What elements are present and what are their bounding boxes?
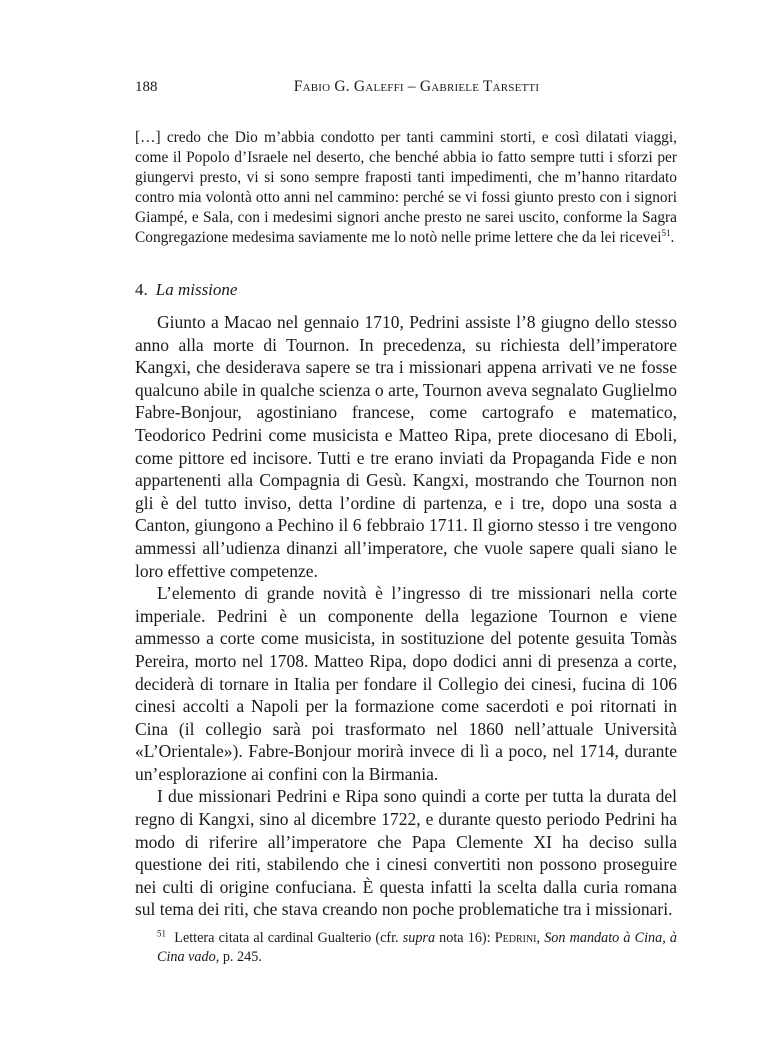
- section-number: 4.: [135, 280, 148, 299]
- footnote-number: 51: [157, 928, 166, 939]
- quote-text: […] credo che Dio m’abbia condotto per tanti cammini storti, e così dilatati viaggi, come il Popolo d’Israele nel deserto, che benché abbia io fatto sempre tutti i sforzi per giungervi presto, vi si sono sempre fraposti tanti impedimenti, che m’hanno ritardato contro mia volontà otto anni nel cammino: perché se vi fossi giunto presto con i signori Giampé, e Sala, con i medesimi signori anche presto ne sarei uscito, conforme la Sagra Congregazione medesima saviamente me lo notò nelle prime lettere che da lei ricevei: [135, 129, 677, 246]
- section-title: La missione: [155, 280, 238, 299]
- footnote-work-title: Son mandato à Cina, à Cina vado: [157, 930, 678, 965]
- running-head: Fabio G. Galeffi – Gabriele Tarsetti: [293, 78, 540, 95]
- quote-end: .: [670, 229, 675, 246]
- paragraph: L’elemento di grande novità è l’ingresso di tre missionari nella corte imperiale. Pedrini è un componente della legazione Tournon e viene ammesso a corte come musicista, in sostituzione del potente gesuita Tomàs Pereira, morto nel 1708. Matteo Ripa, dopo dodici anni di presenza a corte, deciderà di tornare in Italia per fondare il Collegio dei cinesi, fucina di 106 cinesi accolti a Napoli per la formazione come sacerdoti e poi ritornati in Cina (il collegio sarà poi trasformato nel 1860 nell’attuale Università «L’Orientale»). Fabre-Bonjour morirà invece di lì a poco, nel 1714, durante un’esplorazione ai confini con la Birmania.: [135, 583, 677, 784]
- block-quote: [135, 128, 677, 248]
- footnote: [135, 929, 677, 967]
- footnote-ref[interactable]: 51: [661, 227, 671, 238]
- paragraph: I due missionari Pedrini e Ripa sono quindi a corte per tutta la durata del regno di Kangxi, sino al dicembre 1722, e durante questo periodo Pedrini ha modo di riferire all’imperatore che Papa Clemente XI ha deciso sulla questione dei riti, stabilendo che i cinesi convertiti non possono proseguire nei culti di origine confuciana. È questa infatti la scelta dalla curia romana sul tema dei riti, che stava creando non poche problematiche tra i missionari.: [135, 786, 677, 920]
- footnote-supra: supra: [402, 930, 436, 946]
- page-number: 188: [135, 79, 158, 95]
- section-heading: [135, 280, 237, 300]
- footnote-text: , p. 245.: [215, 949, 262, 965]
- footnote-author: Pedrini: [494, 930, 537, 946]
- paragraph: Giunto a Macao nel gennaio 1710, Pedrini assiste l’8 giugno dello stesso anno alla morte di Tournon. In precedenza, su richiesta dell’imperatore Kangxi, che desiderava sapere se tra i missionari appena arrivati ve ne fosse qualcuno abile in qualche scienza o arte, Tournon aveva segnalato Guglielmo Fabre-Bonjour, agostiniano francese, come cartografo e matematico, Teodorico Pedrini come musicista e Matteo Ripa, prete diocesano di Eboli, come pittore ed incisore. Tutti e tre erano inviati da Propaganda Fide e non appartenenti alla Compagnia di Gesù. Kangxi, mostrando che Tournon non gli è del tutto inviso, detta l’ordine di partenza, e i tre, dopo una sosta a Canton, giungono a Pechino il 6 febbraio 1711. Il giorno stesso i tre vengono ammessi all’udienza dinanzi all’imperatore, che vuole sapere quali siano le loro effettive competenze.: [135, 312, 677, 581]
- footnote-text: ,: [536, 930, 545, 946]
- footnote-text: Lettera citata al cardinal Gualterio (cfr.: [174, 930, 403, 946]
- body-text: [135, 311, 677, 921]
- footnote-text: nota 16):: [435, 930, 495, 946]
